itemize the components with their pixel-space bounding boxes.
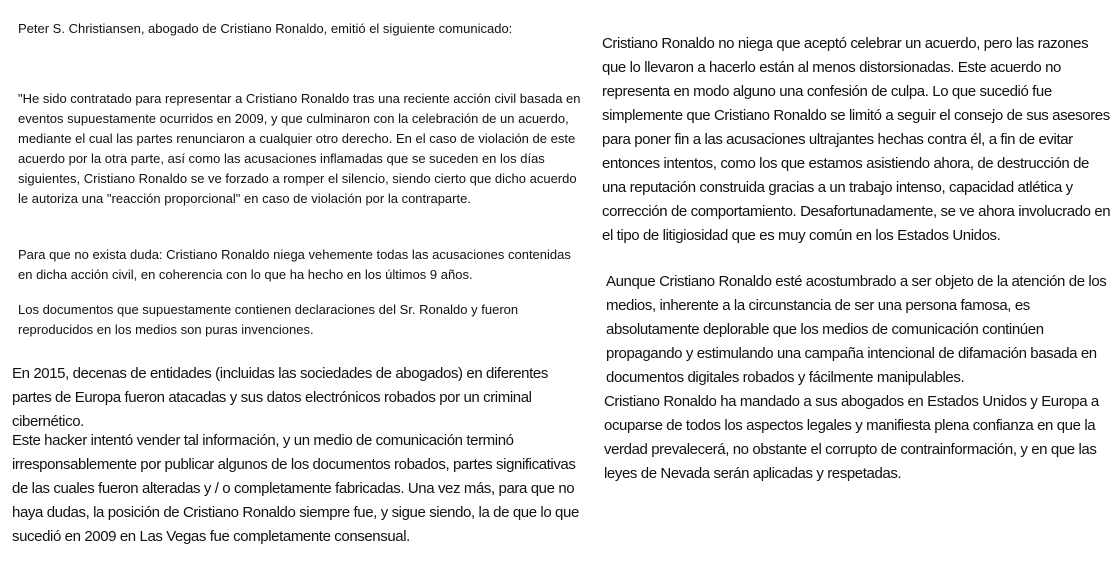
quote-paragraph-2: Para que no exista duda: Cristiano Ronaldo niega vehemente todas las acusaciones contenidas en dicha acción civil, en coherencia con lo que ha hecho en los últimos 9 años.	[18, 247, 571, 282]
quote-paragraph-3: Los documentos que supuestamente contienen declaraciones del Sr. Ronaldo y fueron reproducidos en los medios son puras invenciones.	[18, 302, 519, 337]
body-paragraph-1: En 2015, decenas de entidades (incluidas las sociedades de abogados) en diferentes partes de Europa fueron atacadas y sus datos electrónicos robados por un criminal cibernético.	[12, 365, 548, 430]
body-paragraph-2: Este hacker intentó vender tal información, y un medio de comunicación terminó irresponsablemente por publicar algunos de los documentos robados, partes significativas de las cuales fueron alteradas y / o completamente fabricadas. Una vez más, para que no haya dudas, la posición de Cristiano Ronaldo siempre fue, y sigue siendo, la de que lo que sucedió en 2009 en Las Vegas fue completamente consensual.	[12, 432, 579, 545]
right-paragraph-1: Cristiano Ronaldo no niega que aceptó celebrar un acuerdo, pero las razones que lo llevaron a hacerlo están al menos distorsionadas. Este acuerdo no representa en modo alguno una confesión de culpa. Lo que sucedió fue simplemente que Cristiano Ronaldo se limitó a seguir el consejo de sus asesores para poner fin a las acusaciones ultrajantes hechas contra él, a fin de evitar entonces intentos, como los que estamos asistiendo ahora, de destrucción de una reputación construida gracias a un trabajo intenso, capacidad atlética y corrección de comportamiento. Desafortunadamente, se ve ahora involucrado en el tipo de litigiosidad que es muy común en los Estados Unidos.	[602, 35, 1111, 244]
intro-line: Peter S. Christiansen, abogado de Cristiano Ronaldo, emitió el siguiente comunicado:	[18, 21, 513, 36]
right-paragraph-3: Cristiano Ronaldo ha mandado a sus abogados en Estados Unidos y Europa a ocuparse de todos los aspectos legales y manifiesta plena confianza en que la verdad prevalecerá, no obstante el corrupto de contrainformación, y en que las leyes de Nevada serán aplicadas y respetadas.	[604, 393, 1099, 482]
quote-paragraph-1: "He sido contratado para representar a Cristiano Ronaldo tras una reciente acción civil basada en eventos supuestamente ocurridos en 2009, y que culminaron con la celebración de un acuerdo, mediante el cual las partes renunciaron a cualquier otro derecho. En el caso de violación de este acuerdo por la otra parte, así como las acusaciones inflamadas que se suceden en los días siguientes, Cristiano Ronaldo se ve forzado a romper el silencio, siendo cierto que dicho acuerdo le autoriza una "reacción proporcional" en caso de violación por la contraparte.	[18, 91, 581, 206]
right-paragraph-2: Aunque Cristiano Ronaldo esté acostumbrado a ser objeto de la atención de los medios, inherente a la circunstancia de ser una persona famosa, es absolutamente deplorable que los medios de comunicación continúen propagando y estimulando una campaña intencional de difamación basada en documentos digitales robados y fácilmente manipulables.	[606, 273, 1107, 386]
